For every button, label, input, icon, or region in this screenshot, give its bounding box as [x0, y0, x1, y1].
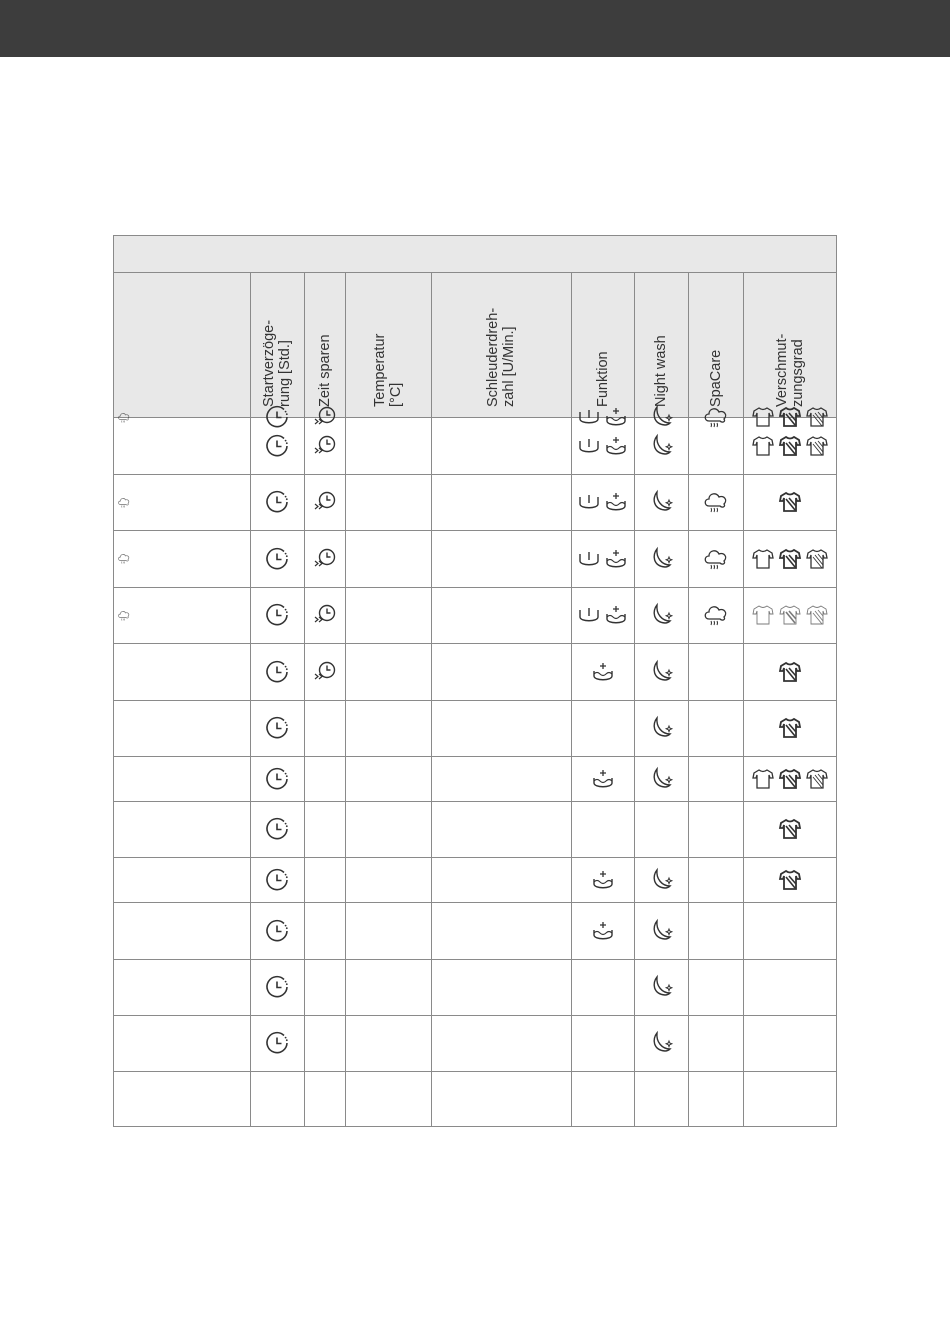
function-cell — [571, 474, 634, 530]
time-save-icon — [312, 489, 338, 515]
header-spacare — [688, 272, 743, 417]
start-delay-cell — [250, 700, 304, 756]
prewash-icon — [577, 435, 601, 457]
row-divider — [114, 801, 836, 802]
header-temperature — [345, 272, 431, 417]
shirt-icon — [778, 435, 802, 457]
night-wash-cell — [634, 587, 688, 643]
function-cell — [571, 587, 634, 643]
shirt-icon — [751, 548, 775, 570]
night-wash-cell — [634, 857, 688, 902]
night-wash-cell — [634, 959, 688, 1015]
delay-clock-icon — [264, 766, 290, 792]
start-delay-cell — [250, 756, 304, 801]
header-label: SpaCare — [707, 349, 724, 407]
time-save-icon — [312, 433, 338, 459]
extra-rinse-icon — [591, 661, 615, 683]
header-night-wash — [634, 272, 688, 417]
shirt-icon — [778, 604, 802, 626]
extra-rinse-icon — [604, 491, 628, 513]
soil-level-cell — [743, 474, 837, 530]
program-options-table — [113, 235, 837, 1127]
row-divider — [114, 1015, 836, 1016]
soil-level-cell — [743, 857, 837, 902]
shirt-icon — [778, 768, 802, 790]
delay-clock-icon — [264, 1030, 290, 1056]
program-name-cell — [114, 474, 253, 530]
start-delay-cell — [250, 857, 304, 902]
start-delay-cell — [250, 587, 304, 643]
delay-clock-icon — [264, 816, 290, 842]
shirt-icon — [778, 717, 802, 739]
extra-rinse-icon — [591, 869, 615, 891]
function-cell — [571, 756, 634, 801]
delay-clock-icon — [264, 546, 290, 572]
prewash-icon — [577, 548, 601, 570]
header-time-save — [304, 272, 345, 417]
moon-icon — [648, 1030, 674, 1056]
start-delay-cell — [250, 417, 304, 474]
prewash-icon — [577, 604, 601, 626]
soil-level-cell — [743, 587, 837, 643]
time-save-cell — [304, 474, 345, 530]
header-label: Funktion — [594, 351, 611, 407]
night-wash-cell — [634, 474, 688, 530]
start-delay-cell — [250, 902, 304, 959]
row-divider — [114, 959, 836, 960]
program-name-cell — [114, 530, 253, 587]
program-name-cell — [114, 587, 253, 643]
time-save-cell — [304, 643, 345, 700]
shirt-icon — [805, 768, 829, 790]
shirt-icon — [778, 818, 802, 840]
header-label: Schleuderdreh- zahl [U/Min.] — [485, 307, 517, 407]
shirt-icon — [751, 604, 775, 626]
function-cell — [571, 643, 634, 700]
time-save-icon — [312, 546, 338, 572]
time-save-cell — [304, 530, 345, 587]
soil-level-cell — [743, 417, 837, 474]
start-delay-cell — [250, 959, 304, 1015]
header-program — [114, 272, 250, 417]
start-delay-cell — [250, 1015, 304, 1071]
soil-level-cell — [743, 700, 837, 756]
time-save-icon — [312, 602, 338, 628]
function-cell — [571, 417, 634, 474]
night-wash-cell — [634, 700, 688, 756]
moon-icon — [648, 867, 674, 893]
spacare-cloud-icon — [702, 404, 730, 430]
spacare-cloud-icon — [117, 552, 131, 565]
spacare-cloud-icon — [117, 411, 131, 424]
row-divider — [114, 902, 836, 903]
extra-rinse-icon — [591, 920, 615, 942]
extra-rinse-icon — [604, 435, 628, 457]
time-save-icon — [312, 659, 338, 685]
delay-clock-icon — [264, 974, 290, 1000]
shirt-icon — [778, 661, 802, 683]
spacare-cloud-icon — [702, 546, 730, 572]
soil-level-cell — [743, 530, 837, 587]
moon-icon — [648, 766, 674, 792]
row-divider — [114, 700, 836, 701]
function-cell — [571, 902, 634, 959]
soil-level-cell — [743, 801, 837, 857]
function-cell — [571, 857, 634, 902]
shirt-icon — [778, 869, 802, 891]
time-save-cell — [304, 587, 345, 643]
moon-icon — [648, 918, 674, 944]
spacare-cloud-icon — [702, 602, 730, 628]
delay-clock-icon — [264, 602, 290, 628]
delay-clock-icon — [264, 918, 290, 944]
row-divider — [114, 857, 836, 858]
shirt-icon — [751, 435, 775, 457]
spacare-cloud-icon — [117, 609, 131, 622]
moon-icon — [648, 489, 674, 515]
spacare-cell — [688, 530, 743, 587]
header-label: Night wash — [653, 335, 669, 407]
night-wash-cell — [634, 530, 688, 587]
start-delay-cell — [250, 643, 304, 700]
spacare-cell — [688, 474, 743, 530]
shirt-icon — [778, 491, 802, 513]
moon-icon — [648, 974, 674, 1000]
prewash-icon — [577, 491, 601, 513]
night-wash-cell — [634, 1015, 688, 1071]
moon-icon — [648, 602, 674, 628]
soil-level-cell — [743, 643, 837, 700]
function-cell — [571, 530, 634, 587]
night-wash-cell — [634, 417, 688, 474]
header-start-delay — [250, 272, 304, 417]
header-function — [571, 272, 634, 417]
extra-rinse-icon — [604, 548, 628, 570]
shirt-icon — [778, 548, 802, 570]
start-delay-cell — [250, 801, 304, 857]
header-label: Startverzöge- rung [Std.] — [261, 319, 293, 407]
moon-icon — [648, 433, 674, 459]
moon-icon — [648, 659, 674, 685]
time-save-cell — [304, 417, 345, 474]
delay-clock-icon — [264, 867, 290, 893]
shirt-icon — [805, 548, 829, 570]
extra-rinse-icon — [604, 604, 628, 626]
delay-clock-icon — [264, 433, 290, 459]
night-wash-cell — [634, 643, 688, 700]
top-header-bar — [0, 0, 950, 57]
moon-icon — [648, 546, 674, 572]
soil-level-cell — [743, 756, 837, 801]
start-delay-cell — [250, 474, 304, 530]
header-label: Zeit sparen — [316, 334, 333, 407]
spacare-cell — [688, 587, 743, 643]
delay-clock-icon — [264, 659, 290, 685]
delay-clock-icon — [264, 715, 290, 741]
header-label: Temperatur [°C] — [372, 333, 404, 407]
header-label: Verschmut- zungsgrad — [774, 333, 806, 407]
shirt-icon — [805, 435, 829, 457]
shirt-icon — [805, 604, 829, 626]
header-spin-speed — [431, 272, 571, 417]
shirt-icon — [751, 768, 775, 790]
table-title-row — [114, 236, 836, 272]
row-divider — [114, 1071, 836, 1072]
row-divider — [114, 643, 836, 644]
night-wash-cell — [634, 756, 688, 801]
delay-clock-icon — [264, 489, 290, 515]
spacare-cloud-icon — [702, 489, 730, 515]
spacare-cloud-icon — [117, 496, 131, 509]
header-soil-level — [743, 272, 837, 417]
moon-icon — [648, 715, 674, 741]
extra-rinse-icon — [591, 768, 615, 790]
night-wash-cell — [634, 902, 688, 959]
row-divider — [114, 756, 836, 757]
start-delay-cell — [250, 530, 304, 587]
